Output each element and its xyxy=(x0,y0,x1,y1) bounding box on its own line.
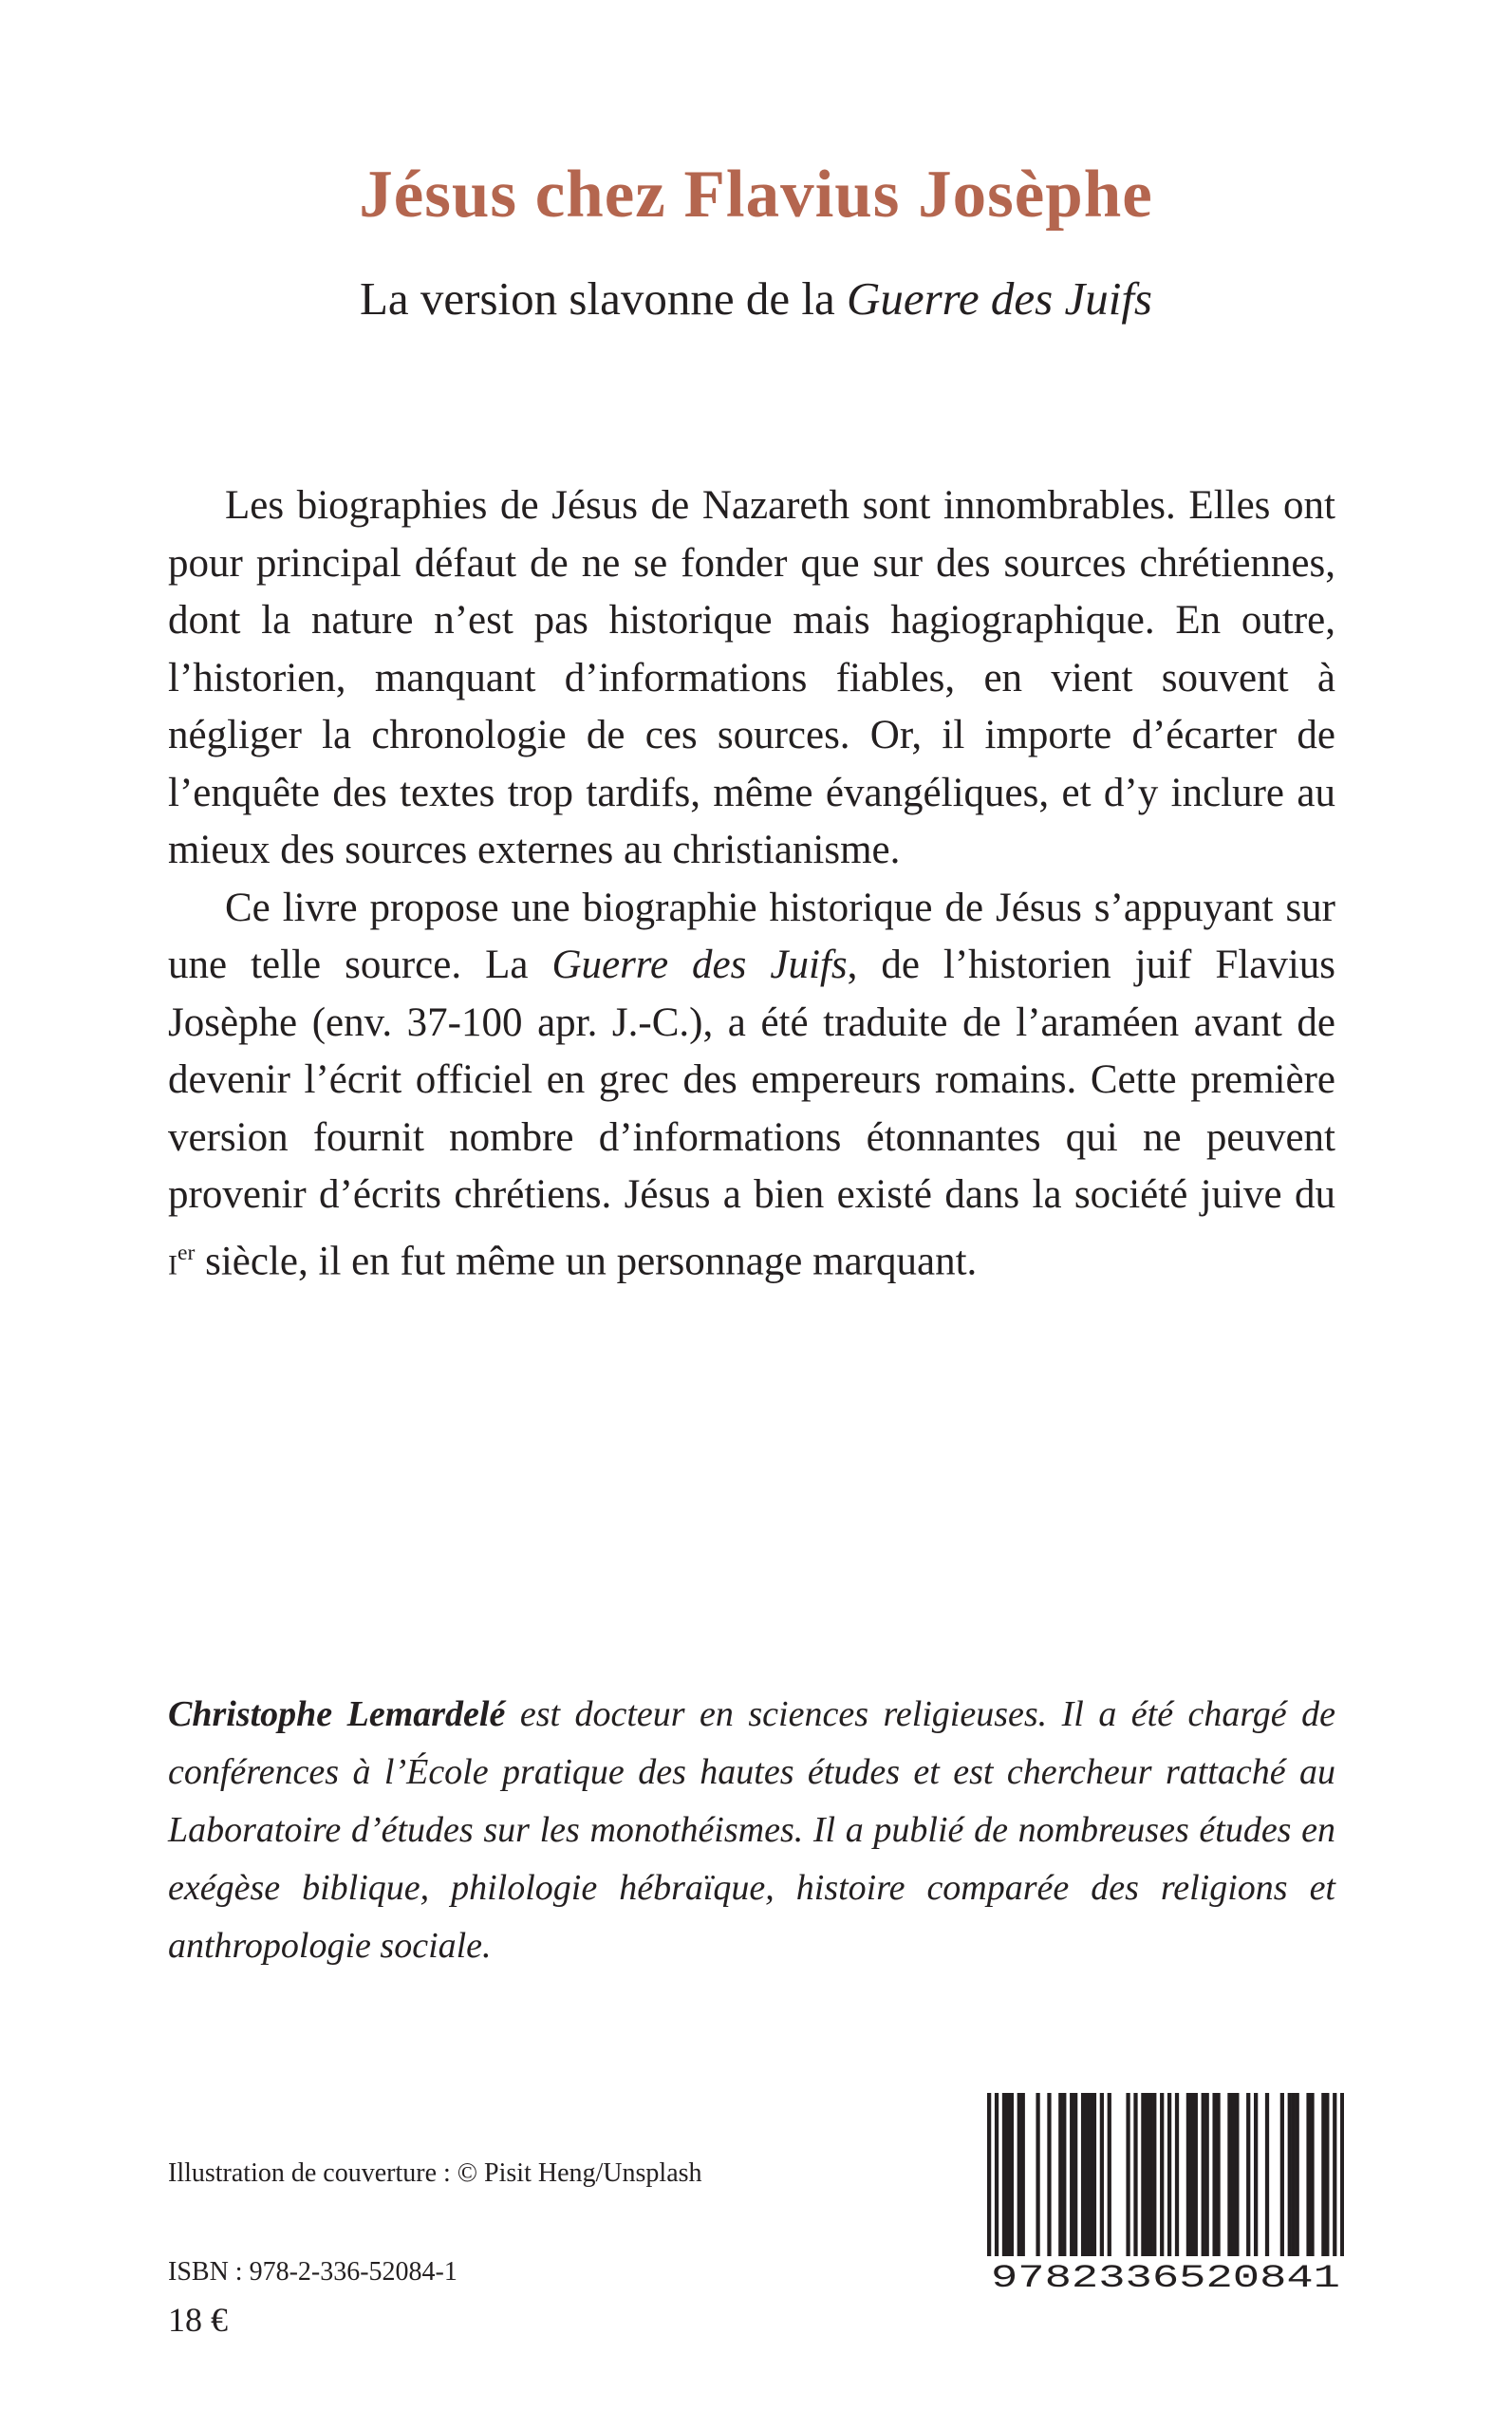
book-title: Jésus chez Flavius Josèphe xyxy=(359,158,1153,232)
barcode-bar xyxy=(1070,2093,1073,2256)
price: 18 € xyxy=(168,2301,228,2339)
barcode-bar xyxy=(1017,2093,1021,2256)
barcode-bar xyxy=(1340,2093,1344,2256)
barcode-bar xyxy=(1006,2093,1010,2256)
barcode-bar xyxy=(1205,2093,1209,2256)
barcode-bar xyxy=(1036,2093,1039,2256)
barcode-bar xyxy=(1085,2093,1089,2256)
barcode-bars xyxy=(987,2093,1344,2256)
barcode-bar xyxy=(1100,2093,1104,2256)
barcode-bar xyxy=(1265,2093,1269,2256)
barcode-bar xyxy=(1126,2093,1129,2256)
barcode-bar xyxy=(1333,2093,1336,2256)
subtitle-text: La version slavonne de la xyxy=(359,272,847,325)
barcode-bar xyxy=(1306,2093,1310,2256)
century-numeral: i xyxy=(168,1238,177,1283)
barcode-bar xyxy=(1288,2093,1292,2256)
p2-part2: , de l’historien juif Flavius Josèphe (env. 37-100 apr. J.-C.), a été traduite de l’araméen avant de devenir l’écrit officiel en grec des empereurs romains. Cette première version fournit nombre d’informations étonnantes qui ne peuvent provenir d’écrits chrétiens. Jésus a bien existé dans la société juive du xyxy=(168,943,1335,1217)
barcode xyxy=(987,2093,1344,2292)
barcode-bar xyxy=(1141,2093,1145,2256)
barcode-bar xyxy=(1175,2093,1179,2256)
book-subtitle xyxy=(0,271,1512,327)
barcode-bar xyxy=(1292,2093,1296,2256)
barcode-bar xyxy=(1227,2093,1231,2256)
isbn: ISBN : 978-2-336-52084-1 xyxy=(168,2257,457,2287)
p2-italic: Guerre des Juifs xyxy=(551,943,848,987)
p2-part1: Ce livre propose une biographie historique de Jésus s’appuyant sur une telle source. La xyxy=(168,885,1335,987)
barcode-bar xyxy=(995,2093,999,2256)
barcode-bar xyxy=(1073,2093,1077,2256)
barcode-bar xyxy=(1321,2093,1325,2256)
barcode-bar xyxy=(1190,2093,1194,2256)
barcode-bar xyxy=(1296,2093,1299,2256)
barcode-bar xyxy=(1202,2093,1205,2256)
barcode-bar xyxy=(1325,2093,1329,2256)
p2-part3: siècle, il en fut même un personnage marquant. xyxy=(195,1238,978,1283)
barcode-bar xyxy=(1310,2093,1314,2256)
author-name: Christophe Lemardelé xyxy=(168,1694,506,1734)
barcode-bar xyxy=(1167,2093,1171,2256)
barcode-bar xyxy=(1235,2093,1239,2256)
author-bio xyxy=(168,1686,1335,1975)
barcode-bar xyxy=(1186,2093,1190,2256)
blurb-paragraph-2 xyxy=(168,880,1335,1291)
barcode-bar xyxy=(1089,2093,1092,2256)
author-bio-text: est docteur en sciences religieuses. Il a été chargé de conférences à l’École pratique des hautes études et est chercheur rattaché au Laboratoire d’études sur les monothéismes. Il a publié de nombreuses études en exégèse biblique, philologie hébraïque, histoire comparée des religions et anthropologie sociale. xyxy=(168,1694,1335,1966)
barcode-bar xyxy=(1148,2093,1152,2256)
barcode-bar xyxy=(1010,2093,1014,2256)
barcode-bar xyxy=(1002,2093,1006,2256)
barcode-bar xyxy=(1216,2093,1220,2256)
barcode-bar xyxy=(1145,2093,1148,2256)
barcode-bar xyxy=(1108,2093,1111,2256)
barcode-bar xyxy=(1231,2093,1235,2256)
barcode-bar xyxy=(1062,2093,1066,2256)
barcode-bar xyxy=(1280,2093,1284,2256)
barcode-digits: 9782336520841 xyxy=(991,2261,1340,2292)
barcode-bar xyxy=(1212,2093,1216,2256)
barcode-bar xyxy=(1081,2093,1085,2256)
barcode-bar xyxy=(1160,2093,1164,2256)
cover-credit: Illustration de couverture : © Pisit Heng/Unsplash xyxy=(168,2158,702,2188)
barcode-bar xyxy=(1021,2093,1025,2256)
barcode-bar xyxy=(1194,2093,1198,2256)
barcode-bar xyxy=(1047,2093,1051,2256)
barcode-bar xyxy=(1254,2093,1258,2256)
barcode-bar xyxy=(1058,2093,1062,2256)
blurb-paragraph-1: Les biographies de Jésus de Nazareth sont innombrables. Elles ont pour principal défaut de ne se fonder que sur des sources chrétiennes, dont la nature n’est pas historique mais hagiographique. En outre, l’historien, manquant d’informations fiables, en vient souvent à négliger la chronologie de ces sources. Or, il importe d’écarter de l’enquête des textes trop tardifs, même évangéliques, et d’y inclure au mieux des sources externes au christianisme. xyxy=(168,483,1335,872)
century-superscript: er xyxy=(177,1240,196,1265)
barcode-bar xyxy=(1152,2093,1156,2256)
barcode-bar xyxy=(1092,2093,1096,2256)
barcode-bar xyxy=(1246,2093,1250,2256)
subtitle-italic: Guerre des Juifs xyxy=(846,272,1153,325)
blurb xyxy=(168,477,1335,1290)
barcode-bar xyxy=(987,2093,991,2256)
barcode-bar xyxy=(1133,2093,1137,2256)
